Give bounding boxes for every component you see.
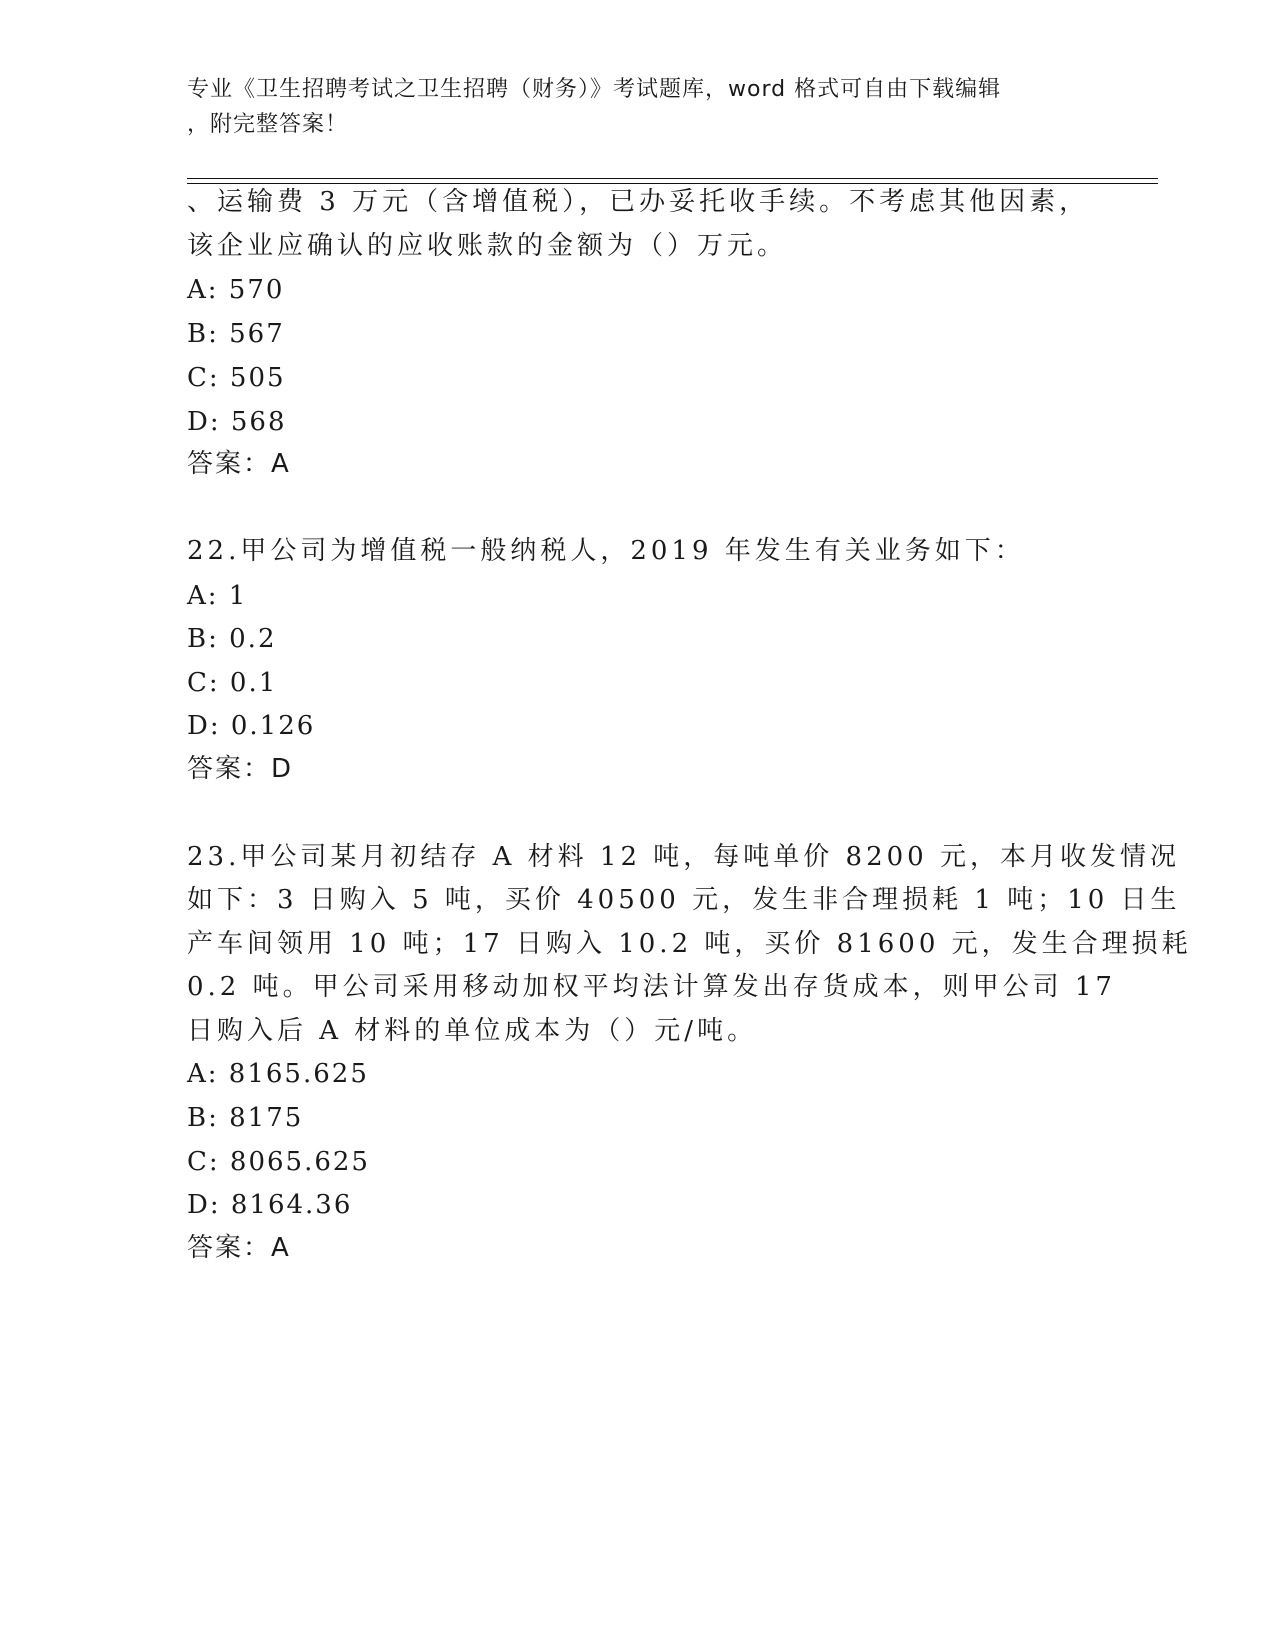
question-23-text-line-4: 0.2 吨。甲公司采用移动加权平均法计算发出存货成本，则甲公司 17 (187, 972, 1116, 1002)
question-22-text-line-1: 22.甲公司为增值税一般纳税人，2019 年发生有关业务如下： (187, 536, 1025, 566)
question-21-answer: 答案：A (187, 449, 291, 479)
question-23-answer: 答案：A (187, 1233, 291, 1263)
question-23-text-line-2: 如下：3 日购入 5 吨，买价 40500 元，发生非合理损耗 1 吨；10 日生 (187, 885, 1181, 915)
question-21-text-line-2: 该企业应确认的应收账款的金额为（）万元。 (187, 231, 788, 261)
question-23-text-line-1: 23.甲公司某月初结存 A 材料 12 吨，每吨单价 8200 元，本月收发情况 (187, 842, 1180, 872)
question-22-option-b: B: 0.2 (187, 624, 277, 654)
question-21-text-line-1: 、运输费 3 万元（含增值税），已办妥托收手续。不考虑其他因素， (187, 187, 1090, 217)
question-21-option-a: A: 570 (187, 275, 285, 305)
header-line-1: 专业《卫生招聘考试之卫生招聘（财务）》考试题库，word 格式可自由下载编辑 (187, 77, 1002, 102)
question-23-option-d: D: 8164.36 (187, 1190, 353, 1220)
question-21-option-d: D: 568 (187, 407, 287, 437)
document-header (187, 72, 1087, 142)
question-23-text-line-3: 产车间领用 10 吨；17 日购入 10.2 吨，买价 81600 元，发生合理损耗 (187, 929, 1192, 959)
question-23-option-c: C: 8065.625 (187, 1147, 370, 1177)
question-22-option-d: D: 0.126 (187, 711, 316, 741)
header-divider (187, 178, 1158, 184)
question-22-option-c: C: 0.1 (187, 668, 278, 698)
question-23-option-a: A: 8165.625 (187, 1059, 369, 1089)
question-21-option-c: C: 505 (187, 363, 286, 393)
question-22-answer: 答案：D (187, 754, 294, 784)
header-line-2: ，附完整答案！ (187, 112, 349, 137)
question-23-option-b: B: 8175 (187, 1103, 304, 1133)
question-21-option-b: B: 567 (187, 319, 285, 349)
question-22-option-a: A: 1 (187, 581, 248, 611)
question-23-text-line-5: 日购入后 A 材料的单位成本为（）元/吨。 (187, 1016, 758, 1046)
